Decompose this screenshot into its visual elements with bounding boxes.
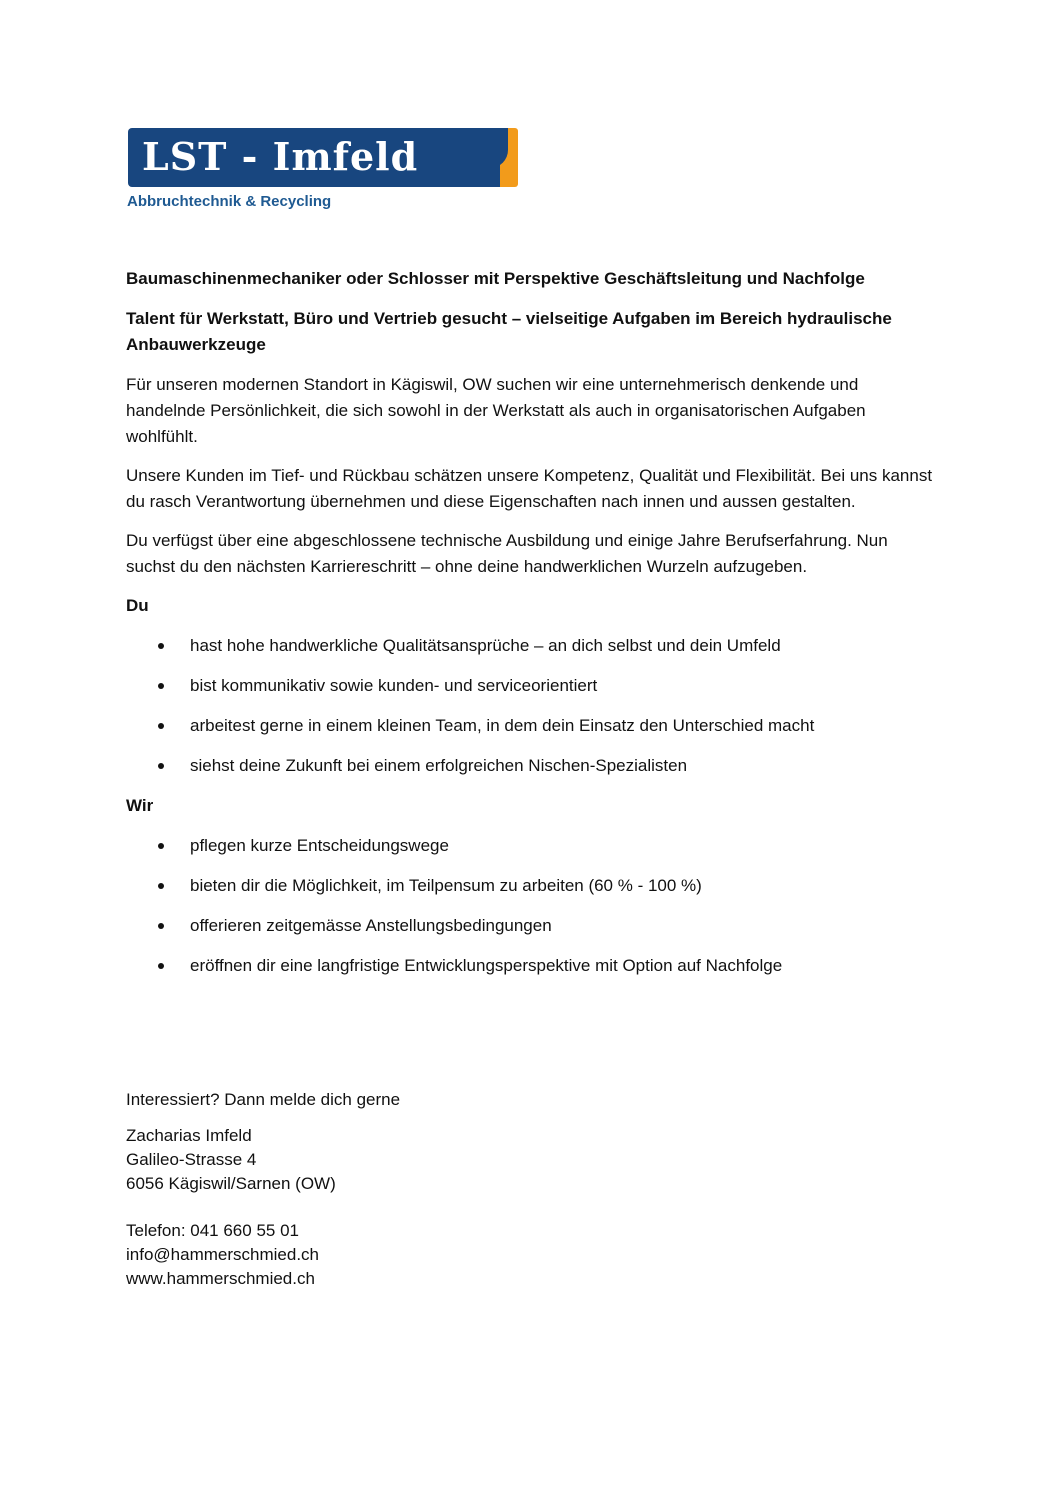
logo-tagline: Abbruchtechnik & Recycling: [127, 193, 332, 210]
contact-email-link[interactable]: info@hammerschmied.ch: [126, 1245, 319, 1264]
du-list-item: siehst deine Zukunft bei einem erfolgreichen Nischen-Spezialisten: [126, 753, 936, 779]
customers-paragraph: Unsere Kunden im Tief- und Rückbau schätzen unsere Kompetenz, Qualität und Flexibilität. Bei uns kannst du rasch Verantwortung übernehmen und diese Eigenschaften nach innen und aussen gestalten.: [126, 466, 933, 511]
du-list-item: bist kommunikativ sowie kunden- und serviceorientiert: [126, 673, 936, 699]
wir-list-item: pflegen kurze Entscheidungswege: [126, 833, 936, 859]
du-list-item: arbeitest gerne in einem kleinen Team, in dem dein Einsatz den Unterschied macht: [126, 713, 936, 739]
contact-intro: Interessiert? Dann melde dich gerne: [126, 1090, 401, 1109]
bullet-icon: [158, 763, 164, 769]
du-list: [126, 633, 936, 779]
bullet-icon: [158, 963, 164, 969]
contact-street: Galileo-Strasse 4: [126, 1150, 257, 1169]
wir-heading: Wir: [126, 796, 154, 815]
job-posting-body: [126, 266, 936, 993]
wir-list-item: eröffnen dir eine langfristige Entwicklungsperspektive mit Option auf Nachfolge: [126, 953, 936, 979]
bullet-icon: [158, 883, 164, 889]
bullet-icon: [158, 923, 164, 929]
bullet-icon: [158, 643, 164, 649]
bullet-icon: [158, 723, 164, 729]
bullet-icon: [158, 683, 164, 689]
contact-name: Zacharias Imfeld: [126, 1126, 252, 1145]
contact-website-link[interactable]: www.hammerschmied.ch: [126, 1269, 315, 1288]
contact-phone: Telefon: 041 660 55 01: [126, 1221, 299, 1240]
wir-list-item: bieten dir die Möglichkeit, im Teilpensum zu arbeiten (60 % - 100 %): [126, 873, 936, 899]
company-logo: [128, 128, 518, 188]
du-heading: Du: [126, 596, 149, 615]
requirements-paragraph: Du verfügst über eine abgeschlossene technische Ausbildung und einige Jahre Berufserfahrung. Nun suchst du den nächsten Karriereschritt – ohne deine handwerklichen Wurzeln aufzugeben.: [126, 531, 888, 576]
du-list-item: hast hohe handwerkliche Qualitätsansprüche – an dich selbst und dein Umfeld: [126, 633, 936, 659]
job-title: Baumaschinenmechaniker oder Schlosser mit Perspektive Geschäftsleitung und Nachfolge: [126, 269, 865, 288]
contact-block: [126, 1088, 400, 1291]
logo-wordmark: LST - Imfeld: [142, 134, 419, 179]
wir-list-item: offerieren zeitgemässe Anstellungsbedingungen: [126, 913, 936, 939]
bullet-icon: [158, 843, 164, 849]
contact-city: 6056 Kägiswil/Sarnen (OW): [126, 1174, 336, 1193]
intro-paragraph: Für unseren modernen Standort in Kägiswil, OW suchen wir eine unternehmerisch denkende und handelnde Persönlichkeit, die sich sowohl in der Werkstatt als auch in organisatorischen Aufgaben wohlfühlt.: [126, 375, 866, 446]
job-subtitle: Talent für Werkstatt, Büro und Vertrieb gesucht – vielseitige Aufgaben im Bereich hydraulische Anbauwerkzeuge: [126, 309, 892, 354]
wir-list: [126, 833, 936, 979]
